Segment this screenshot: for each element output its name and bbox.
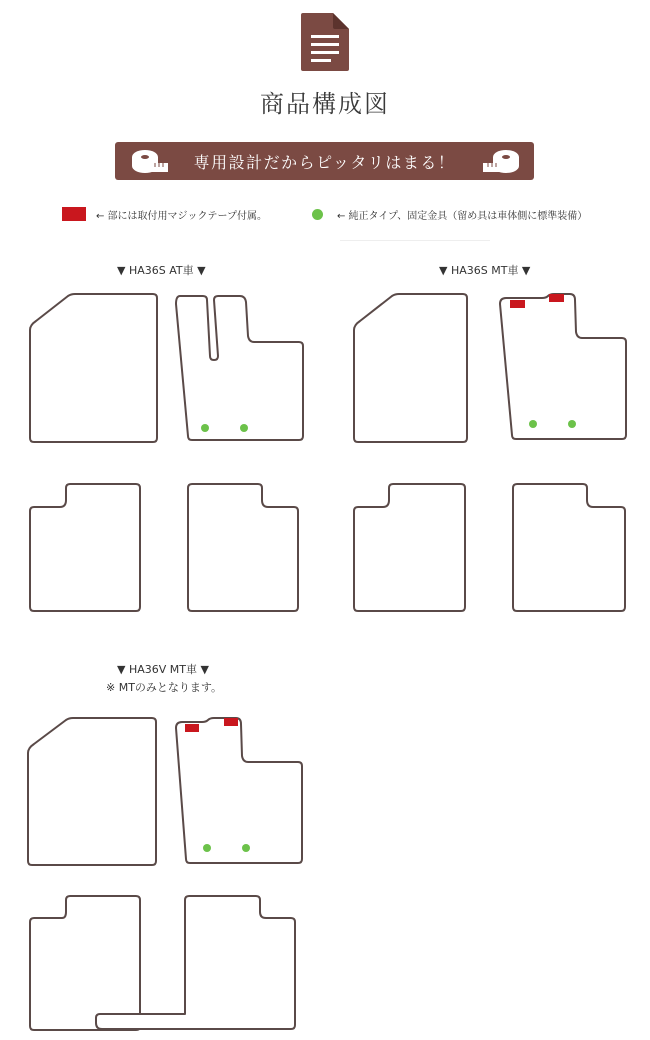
rear-left-mat xyxy=(354,484,465,611)
clip-legend-text: ← 純正タイプ、固定金具（留め具は車体側に標準装備） xyxy=(337,211,588,222)
passenger-mat xyxy=(176,296,303,440)
velcro-marker xyxy=(510,300,525,308)
banner-text: 専用設計だからピッタリはまる！ xyxy=(193,152,456,172)
passenger-mat xyxy=(500,294,626,439)
mat-set-ha36v-mt xyxy=(28,718,302,1030)
rear-right-mat xyxy=(513,484,625,611)
mat-set-ha36s-mt xyxy=(354,294,626,611)
clip-marker xyxy=(240,424,248,432)
section-label-ha36s-at: ▼ HA36S AT車 ▼ xyxy=(117,264,206,277)
velcro-legend-text: ← 部には取付用マジックテープ付属。 xyxy=(96,211,268,222)
rear-left-mat xyxy=(30,484,140,611)
rear-left-mat xyxy=(30,896,140,1030)
velcro-marker xyxy=(549,294,564,302)
clip-marker xyxy=(242,844,250,852)
mat-set-ha36s-at xyxy=(30,294,303,611)
clip-marker xyxy=(568,420,576,428)
driver-mat xyxy=(28,718,156,865)
clip-marker xyxy=(201,424,209,432)
passenger-mat xyxy=(176,718,302,863)
clip-marker xyxy=(203,844,211,852)
velcro-marker xyxy=(224,718,238,726)
section-note-ha36v-mt: ※ MTのみとなります。 xyxy=(106,681,223,694)
section-label-ha36s-mt: ▼ HA36S MT車 ▼ xyxy=(439,264,531,277)
driver-mat xyxy=(354,294,467,442)
section-label-ha36v-mt: ▼ HA36V MT車 ▼ xyxy=(117,663,209,676)
rear-right-mat xyxy=(188,484,298,611)
velcro-marker xyxy=(185,724,199,732)
clip-marker xyxy=(529,420,537,428)
page-title: 商品構成図 xyxy=(260,90,390,118)
driver-mat xyxy=(30,294,157,442)
